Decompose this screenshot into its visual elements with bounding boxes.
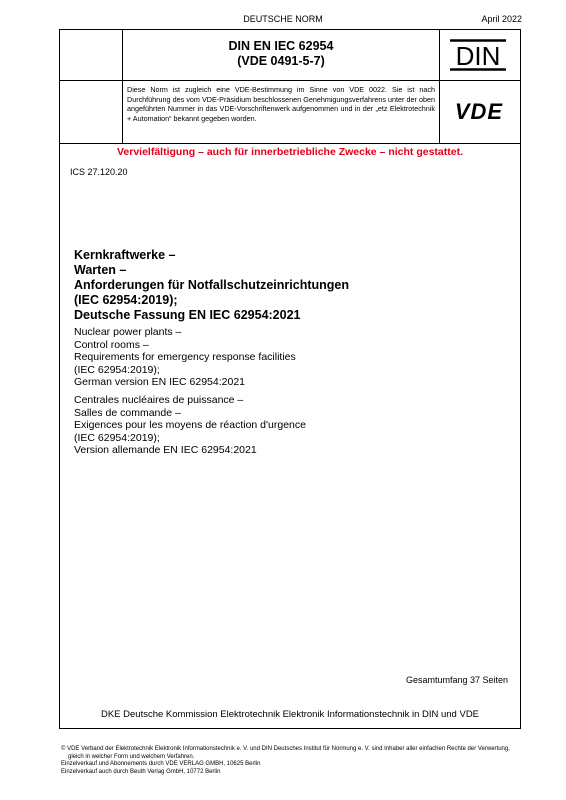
vde-logo-text: VDE bbox=[454, 99, 504, 124]
title-german bbox=[74, 248, 514, 323]
footer-line: gleich in welcher Form und welchem Verfahren. bbox=[68, 753, 195, 760]
title-line: Anforderungen für Notfallschutzeinrichtungen bbox=[74, 278, 349, 292]
title-line: Exigences pour les moyens de réaction d'urgence bbox=[74, 419, 306, 431]
footer-line: Einzelverkauf auch durch Beuth Verlag GmbH, 10772 Berlin bbox=[61, 768, 221, 775]
title-english bbox=[74, 326, 514, 389]
title-line: Nuclear power plants – bbox=[74, 326, 182, 338]
title-line: Centrales nucléaires de puissance – bbox=[74, 394, 244, 406]
title-line: Kernkraftwerke – bbox=[74, 248, 176, 262]
title-line: Deutsche Fassung EN IEC 62954:2021 bbox=[74, 308, 301, 322]
standard-number: DIN EN IEC 62954 bbox=[228, 39, 334, 53]
vde-logo bbox=[444, 98, 514, 124]
vde-note: Diese Norm ist zugleich eine VDE-Bestimmung im Sinne von VDE 0022. Sie ist nach Durchführung des vom VDE-Präsidium beschlossenen Genehmigungsverfahrens unter der oben angeführten Nummer in das VDE-Vorschriftenwerk aufgenommen und in der „etz Elektrotechnik + Automation“ bekannt gegeben worden. bbox=[127, 85, 435, 123]
title-line: Salles de commande – bbox=[74, 406, 181, 419]
footer-line: © VDE Verband der Elektrotechnik Elektronik Informationstechnik e. V. und DIN Deutsches Institut für Normung e. V. sind Inhaber aller einfachen Rechte der Verwertung, bbox=[61, 746, 510, 752]
footer-line: Einzelverkauf und Abonnements durch VDE VERLAG GMBH, 10625 Berlin bbox=[61, 761, 261, 767]
title-line: Warten – bbox=[74, 263, 127, 277]
din-logo bbox=[446, 38, 510, 72]
ics-code: ICS 27.120.20 bbox=[70, 167, 128, 177]
header-divider-right bbox=[439, 30, 440, 143]
vde-number: (VDE 0491-5-7) bbox=[237, 54, 325, 68]
title-line: (IEC 62954:2019); bbox=[74, 293, 178, 307]
title-frame bbox=[59, 29, 521, 729]
dke-committee: DKE Deutsche Kommission Elektrotechnik Elektronik Informationstechnik in DIN und VDE bbox=[100, 709, 480, 720]
title-line: (IEC 62954:2019); bbox=[74, 431, 160, 444]
title-line: German version EN IEC 62954:2021 bbox=[74, 376, 246, 388]
standard-title bbox=[123, 39, 439, 69]
din-logo-icon bbox=[446, 38, 510, 72]
copyright-footer bbox=[61, 746, 531, 776]
title-line: (IEC 62954:2019); bbox=[74, 363, 160, 376]
title-french bbox=[74, 394, 514, 457]
title-line: Requirements for emergency response facilities bbox=[74, 351, 296, 363]
vde-logo-icon bbox=[444, 98, 514, 124]
publication-date: April 2022 bbox=[481, 14, 522, 24]
title-line: Version allemande EN IEC 62954:2021 bbox=[74, 444, 257, 456]
total-pages: Gesamtumfang 37 Seiten bbox=[405, 675, 508, 685]
copy-warning: Vervielfältigung – auch für innerbetriebliche Zwecke – nicht gestattet. bbox=[116, 146, 463, 158]
din-logo-text: DIN bbox=[455, 41, 501, 71]
title-line: Control rooms – bbox=[74, 338, 149, 351]
norm-label: DEUTSCHE NORM bbox=[243, 14, 323, 24]
